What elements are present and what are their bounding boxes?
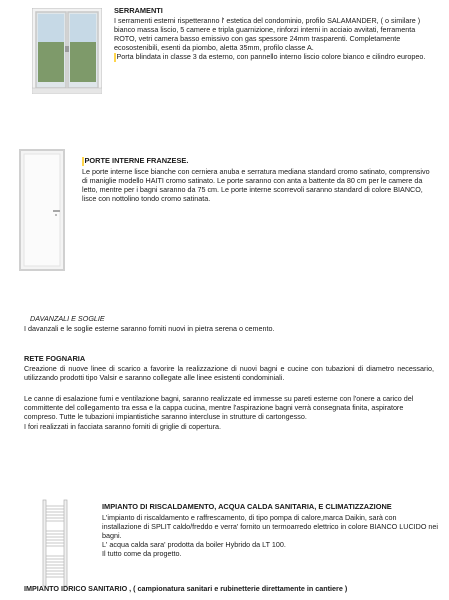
section-body: I serramenti esterni rispetteranno l' estetica del condominio, profilo SALAMANDER, ( o similare ) bianco massa liscio, 5 camere e tripla guarnizione, rinforzi interni in acciaio avvitati, ferramenta ROTO, vetri camera basso emissivo con gas spessore 24mm trasparenti. Completamente ecosostenibili, esenti da piombo, aletta 35mm, profilo classe A. bbox=[114, 15, 421, 53]
section-body: Creazione di nuove linee di scarico a favorire la realizzazione di nuovi bagni e cucine con tubazioni di diametro necessario, utilizzando prodotti tipo Valsir e saranno collegate alle linee esistenti condominiali. bbox=[24, 363, 434, 382]
towel-radiator-image bbox=[40, 498, 70, 588]
section-body: L'impianto di riscaldamento e raffrescamento, di tipo pompa di calore,marca Daikin, sarà con installazione di SPLIT caldo/freddo e verra' fornito un termoarredo elettrico in colore BIANCO LUCIDO nei bagni. bbox=[102, 512, 439, 540]
title-text: PORTE INTERNE FRANZESE. bbox=[84, 156, 189, 165]
highlight-mark bbox=[114, 53, 116, 62]
section-rete-fognaria bbox=[24, 354, 434, 431]
section-davanzali bbox=[24, 314, 436, 333]
section-note bbox=[114, 52, 436, 62]
section-title: IMPIANTO DI RISCALDAMENTO, ACQUA CALDA SANITARIA, E CLIMATIZZAZIONE bbox=[102, 502, 392, 511]
section-body-3: Il tutto come da progetto. bbox=[102, 549, 182, 559]
section-title: RETE FOGNARIA bbox=[24, 354, 86, 363]
section-body-2: L' acqua calda sara' prodotta da boiler Hybrido da LT 100. bbox=[102, 540, 286, 550]
note-text: Porta blindata in classe 3 da esterno, con pannello interno liscio colore bianco e cilindro europeo. bbox=[116, 52, 426, 62]
section-body: Le porte interne lisce bianche con cerniera anuba e serratura mediana standard cromo satinato, comprensivo di maniglie modello HAITI cromo satinato. Le porte saranno con anta a battente da 80 cm per le camere da letto, mentre per i bagni saranno da 75 cm. Le porte interne scorrevoli saranno standard di colore BIANCO, lisce con nottolino tondo cromo satinata. bbox=[82, 166, 430, 204]
highlight-mark bbox=[82, 157, 84, 166]
section-serramenti bbox=[114, 6, 436, 62]
section-title bbox=[82, 156, 436, 166]
section-title: DAVANZALI E SOGLIE bbox=[30, 314, 105, 323]
section-body-3: I fori realizzati in facciata saranno forniti di griglie di copertura. bbox=[24, 421, 221, 431]
section-idrico bbox=[24, 584, 444, 594]
door-image bbox=[18, 148, 66, 272]
section-title: SERRAMENTI bbox=[114, 6, 163, 15]
section-body: I davanzali e le soglie esterne saranno forniti nuovi in pietra serena o cemento. bbox=[24, 324, 275, 334]
section-body-2: Le canne di esalazione fumi e ventilazione bagni, saranno realizzate ed immesse su pareti esterne con l'onere a carico del committente del collegamento tra essa e la cappa cucina, mentre l'aspirazione bagni verrà consegnata finita, aspiratore compreso. Tutte le tubazioni impiantistiche saranno intercluse in strutture di cartongesso. bbox=[24, 393, 414, 422]
section-riscaldamento bbox=[102, 502, 438, 559]
section-porte-interne bbox=[82, 156, 436, 203]
window-image bbox=[32, 8, 102, 94]
section-title: IMPIANTO IDRICO SANITARIO , ( campionatura sanitari e rubinetterie direttamente in cantiere ) bbox=[24, 584, 348, 593]
